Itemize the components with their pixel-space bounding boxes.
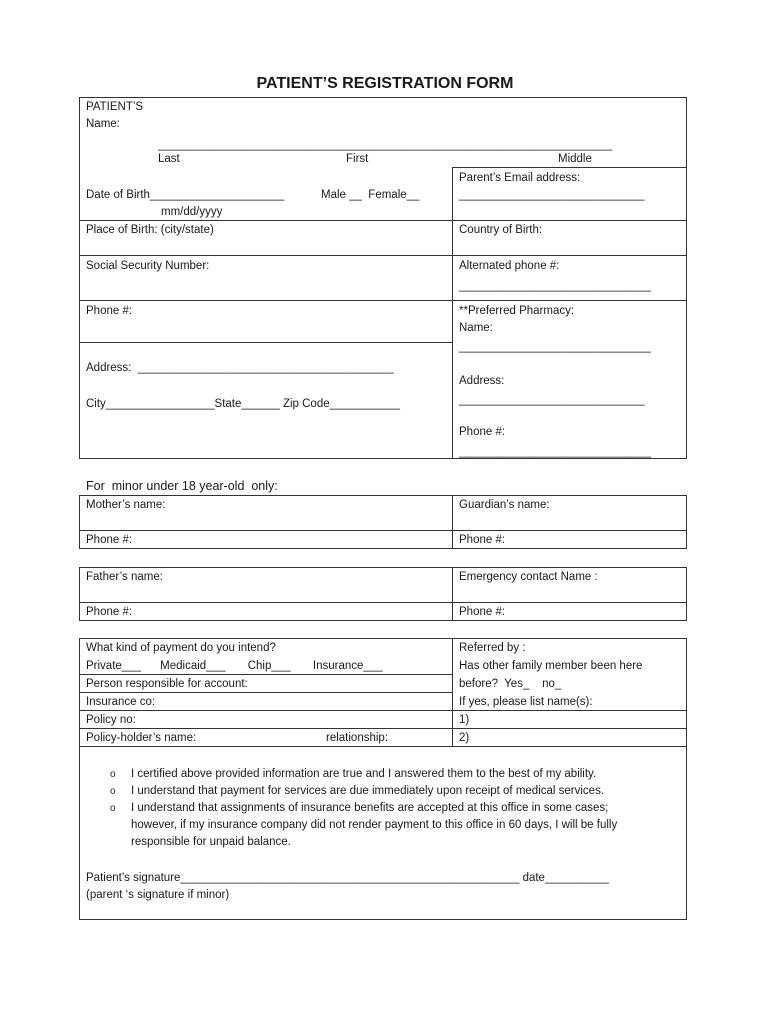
divider xyxy=(79,728,687,729)
statement-2: I understand that payment for services are due immediately upon receipt of medical services. xyxy=(131,785,605,797)
emergency-phone-field[interactable]: Phone #: xyxy=(459,606,506,618)
policy-number-field[interactable]: Policy no: xyxy=(86,714,136,726)
city-state-zip-field[interactable]: City_________________State______ Zip Code___________ xyxy=(86,398,400,410)
statement-3-cont: however, if my insurance company did not render payment to this office in 60 days, I will be fully xyxy=(131,819,618,831)
middle-name-caption: Middle xyxy=(558,153,592,165)
family-name-2[interactable]: 2) xyxy=(459,732,470,744)
pharmacy-address-field[interactable]: _____________________________ xyxy=(459,394,645,406)
sex-field[interactable]: Male __ Female__ xyxy=(321,189,420,201)
statement-1: I certified above provided information are true and I answered them to the best of my ability. xyxy=(131,768,597,780)
father-name-field[interactable]: Father’s name: xyxy=(86,571,163,583)
alt-phone-label: Alternated phone #: xyxy=(459,260,560,272)
divider xyxy=(79,692,452,693)
divider xyxy=(79,602,687,603)
patient-signature-field[interactable]: Patient’s signature_____________________________________________________ date__________ xyxy=(86,872,609,884)
father-phone-field[interactable]: Phone #: xyxy=(86,606,133,618)
parent-email-label: Parent’s Email address: xyxy=(459,172,581,184)
family-question: Has other family member been here xyxy=(459,660,643,672)
place-of-birth-field[interactable]: Place of Birth: (city/state) xyxy=(86,224,214,236)
pharmacy-phone-field[interactable]: ______________________________ xyxy=(459,446,651,458)
divider xyxy=(452,167,687,168)
divider xyxy=(79,710,687,711)
signature-note: (parent ‘s signature if minor) xyxy=(86,889,230,901)
mother-phone-field[interactable]: Phone #: xyxy=(86,534,133,546)
divider xyxy=(79,674,452,675)
pharmacy-name-field[interactable]: ______________________________ xyxy=(459,341,651,353)
dob-format-caption: mm/dd/yyyy xyxy=(161,206,223,218)
pharmacy-name-label: Name: xyxy=(459,322,493,334)
divider xyxy=(79,220,687,221)
statement-3-cont-2: responsible for unpaid balance. xyxy=(131,836,291,848)
divider xyxy=(79,746,687,747)
patient-name-label: PATIENT’S xyxy=(86,101,144,113)
pharmacy-phone-label: Phone #: xyxy=(459,426,506,438)
first-name-caption: First xyxy=(346,153,369,165)
bullet-icon: o xyxy=(110,803,116,814)
responsible-person-field[interactable]: Person responsible for account: xyxy=(86,678,248,690)
statement-3: I understand that assignments of insurance benefits are accepted at this office in some cases; xyxy=(131,802,609,814)
mother-name-field[interactable]: Mother’s name: xyxy=(86,499,166,511)
payment-question: What kind of payment do you intend? xyxy=(86,642,276,654)
last-name-caption: Last xyxy=(158,153,180,165)
bullet-icon: o xyxy=(110,769,116,780)
divider xyxy=(79,530,687,531)
payment-options[interactable]: Private___ Medicaid___ Chip___ Insurance___ xyxy=(86,660,383,672)
insurance-company-field[interactable]: Insurance co: xyxy=(86,696,156,708)
address-field[interactable]: Address: ________________________________________ xyxy=(86,362,394,374)
parent-email-field[interactable]: _____________________________ xyxy=(459,189,645,201)
bullet-icon: o xyxy=(110,786,116,797)
ssn-field[interactable]: Social Security Number: xyxy=(86,260,210,272)
patient-name-field[interactable]: _______________________________________________________________________ xyxy=(158,139,613,151)
divider xyxy=(452,167,453,459)
country-of-birth-field[interactable]: Country of Birth: xyxy=(459,224,543,236)
divider xyxy=(452,567,453,621)
policy-holder-field[interactable]: Policy-holder’s name: xyxy=(86,732,197,744)
divider xyxy=(452,495,453,549)
family-name-1[interactable]: 1) xyxy=(459,714,470,726)
referred-by-field[interactable]: Referred by : xyxy=(459,642,526,654)
relationship-field[interactable]: relationship: xyxy=(326,732,389,744)
pharmacy-address-label: Address: xyxy=(459,375,505,387)
pharmacy-label: **Preferred Pharmacy: xyxy=(459,305,575,317)
page-title: PATIENT’S REGISTRATION FORM xyxy=(256,75,514,92)
divider xyxy=(79,300,687,301)
guardian-phone-field[interactable]: Phone #: xyxy=(459,534,506,546)
family-yes-no[interactable]: before? Yes_ no_ xyxy=(459,678,562,690)
guardian-name-field[interactable]: Guardian’s name: xyxy=(459,499,550,511)
divider xyxy=(79,255,687,256)
divider xyxy=(79,342,452,343)
family-list-label: If yes, please list name(s): xyxy=(459,696,593,708)
phone-field[interactable]: Phone #: xyxy=(86,305,133,317)
date-of-birth-field[interactable]: Date of Birth_____________________ xyxy=(86,189,285,201)
emergency-contact-field[interactable]: Emergency contact Name : xyxy=(459,571,598,583)
parents-table xyxy=(79,495,687,549)
divider xyxy=(452,638,453,746)
patient-name-label-2: Name: xyxy=(86,118,120,130)
minor-heading: For minor under 18 year-old only: xyxy=(86,479,278,493)
alt-phone-field[interactable]: ______________________________ xyxy=(459,280,651,292)
